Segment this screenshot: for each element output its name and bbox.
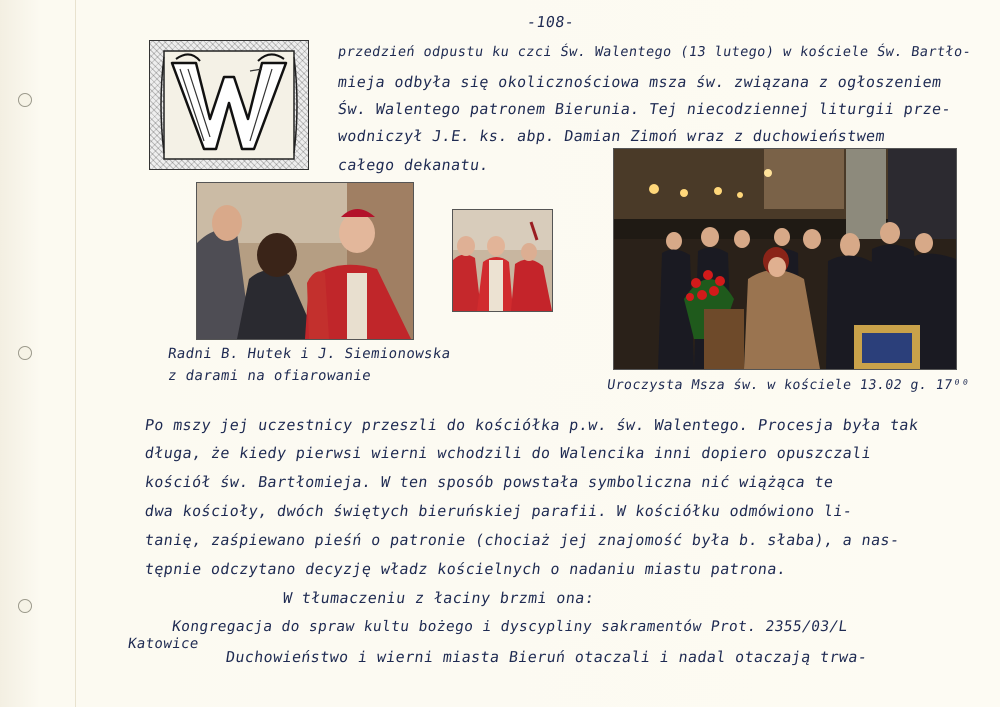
photo-mass-congregation (613, 148, 957, 370)
katowice-label: Katowice (126, 636, 200, 652)
caption-right: Uroczysta Msza św. w kościele 13.02 g. 17⁰⁰ (606, 378, 971, 393)
caption-left-line-1: Radni B. Hutek i J. Siemionowska (166, 346, 452, 362)
top-paragraph-line-5: całego dekanatu. (336, 156, 491, 174)
top-paragraph-line-3: Św. Walentego patronem Bierunia. Tej niecodziennej liturgii prze- (336, 100, 953, 118)
body-paragraph-line-2: długa, że kiedy pierwsi wierni wchodzili do Walencika inni dopiero opuszczali (143, 444, 873, 462)
last-line: Duchowieństwo i wierni miasta Bieruń otaczali i nadal otaczają trwa- (224, 648, 869, 666)
punch-hole-top (18, 93, 32, 107)
top-paragraph-line-4: wodniczył J.E. ks. abp. Damian Zimoń wraz z duchowieństwem (336, 127, 887, 145)
decorative-initial-w (149, 40, 309, 170)
body-paragraph-line-5: tanię, zaśpiewano pieśń o patronie (chociaż jej znajomość była b. słaba), a nas- (143, 531, 901, 549)
body-paragraph-line-6: tępnie odczytano decyzję władz kościelnych o nadaniu miastu patrona. (143, 560, 788, 578)
body-paragraph-line-4: dwa kościoły, dwóch świętych bieruńskiej parafii. W kościółku odmówiono li- (143, 502, 854, 520)
decree-line: Kongregacja do spraw kultu bożego i dyscypliny sakramentów Prot. 2355/03/L (170, 619, 849, 635)
translation-heading: W tłumaczeniu z łaciny brzmi ona: (281, 589, 596, 607)
body-paragraph-line-3: kościół św. Bartłomieja. W ten sposób powstała symboliczna nić wiążąca te (143, 473, 835, 491)
top-paragraph-line-1: przedzień odpustu ku czci Św. Walentego (13 lutego) w kościele Św. Bartło- (336, 44, 973, 60)
photo-councillors-with-gifts (196, 182, 414, 340)
photo-clergy-in-red (452, 209, 553, 312)
punch-hole-middle (18, 346, 32, 360)
top-paragraph-line-2: mieja odbyła się okolicznościowa msza św. związana z ogłoszeniem (336, 73, 943, 91)
caption-left-line-2: z darami na ofiarowanie (166, 368, 373, 384)
page-number: -108- (525, 13, 576, 31)
punch-hole-bottom (18, 599, 32, 613)
body-paragraph-line-1: Po mszy jej uczestnicy przeszli do kościółka p.w. św. Walentego. Procesja była tak (143, 416, 920, 434)
margin-line (75, 0, 76, 707)
